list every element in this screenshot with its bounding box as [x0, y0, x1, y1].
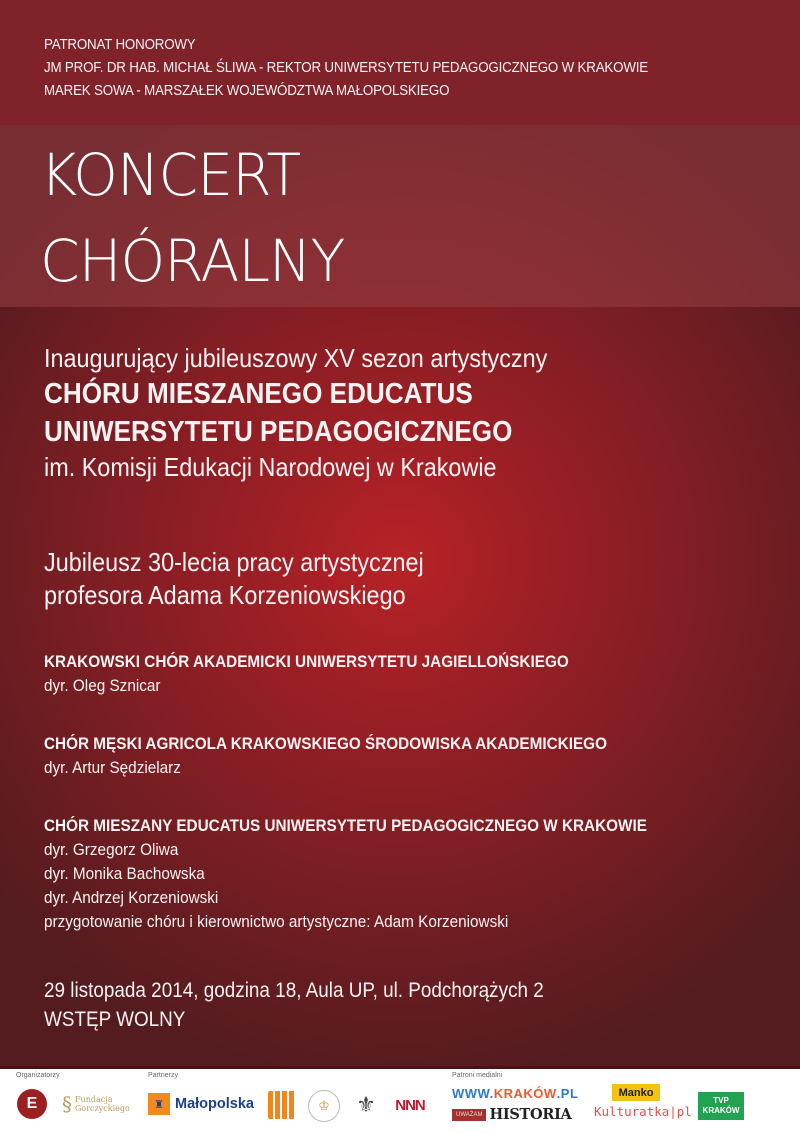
patronage-heading: PATRONAT HONOROWY — [44, 37, 196, 53]
choir-title-line-1: CHÓRU MIESZANEGO EDUCATUS — [44, 378, 473, 410]
fundacja-emblem-icon: § — [62, 1091, 72, 1116]
crown-glyph: ♔ — [318, 1098, 330, 1113]
media-patrons-label: Patroni medialni — [452, 1072, 503, 1079]
tvp-city: KRAKÓW — [702, 1106, 740, 1115]
kulturatka-logo: Kulturatka|pl — [594, 1104, 692, 1119]
jubilee-line-1: Jubileusz 30-lecia pracy artystycznej — [44, 547, 424, 577]
tvp-krakow-logo — [698, 1092, 744, 1120]
choir-3 — [44, 814, 647, 934]
choir-name: KRAKOWSKI CHÓR AKADEMICKI UNIWERSYTETU JAGIELLOŃSKIEGO — [44, 652, 569, 671]
fundacja-name-1: Fundacja — [75, 1095, 113, 1104]
conductor: dyr. Artur Sędzielarz — [44, 758, 181, 777]
historia-text: HISTORIA — [489, 1106, 572, 1123]
crown-seal-icon — [308, 1090, 340, 1122]
krakow-suffix: .PL — [556, 1086, 579, 1101]
fundacja-logo — [62, 1091, 134, 1117]
historia-logo — [452, 1106, 572, 1123]
artistic-direction: przygotowanie chóru i kierownictwo artystyczne: Adam Korzeniowski — [44, 912, 509, 931]
title-line-2: CHÓRALNY — [40, 227, 345, 295]
conductor: dyr. Oleg Sznicar — [44, 676, 161, 695]
university-logo — [17, 1089, 47, 1119]
manko-logo: Manko — [612, 1084, 660, 1101]
malopolska-text: Małopolska — [175, 1096, 254, 1112]
university-emblem-icon: E — [26, 1095, 38, 1112]
choir-name: CHÓR MIESZANY EDUCATUS UNIWERSYTETU PEDAGOGICZNEGO W KRAKOWIE — [44, 816, 647, 835]
conductor: dyr. Monika Bachowska — [44, 864, 205, 883]
sponsor-footer — [0, 1069, 800, 1134]
malopolska-crest-icon: ♜ — [148, 1093, 170, 1115]
fundacja-name-2: Gorczyckiego — [75, 1104, 130, 1113]
intro-line: Inaugurujący jubileuszowy XV sezon artystyczny — [44, 343, 548, 373]
choir-1 — [44, 650, 569, 698]
malopolska-logo — [148, 1093, 266, 1115]
krakow-grid-logo-icon — [268, 1091, 296, 1119]
conductor: dyr. Grzegorz Oliwa — [44, 840, 179, 859]
choir-2 — [44, 732, 607, 780]
free-admission: WSTĘP WOLNY — [44, 1008, 186, 1031]
coat-of-arms-glyph: ⚜ — [356, 1092, 376, 1117]
event-info — [44, 976, 544, 1034]
university-patron-line: im. Komisji Edukacji Narodowej w Krakowie — [44, 452, 497, 482]
patron-marshal: MAREK SOWA - MARSZAŁEK WOJEWÓDZTWA MAŁOPOLSKIEGO — [44, 83, 450, 99]
jubilee-line-2: profesora Adama Korzeniowskiego — [44, 580, 406, 610]
coat-of-arms-icon — [352, 1090, 380, 1120]
conductor: dyr. Andrzej Korzeniowski — [44, 888, 219, 907]
krakow-accent: KRAKÓW — [493, 1086, 557, 1101]
krakow-prefix: WWW. — [452, 1086, 494, 1101]
choir-name: CHÓR MĘSKI AGRICOLA KRAKOWSKIEGO ŚRODOWISKA AKADEMICKIEGO — [44, 734, 607, 753]
nnn-logo: NNN — [395, 1096, 425, 1114]
honorary-patronage — [44, 34, 648, 103]
choir-title-line-2: UNIWERSYTETU PEDAGOGICZNEGO — [44, 416, 513, 448]
patron-rector: JM PROF. DR HAB. MICHAŁ ŚLIWA - REKTOR UNIWERSYTETU PEDAGOGICZNEGO W KRAKOWIE — [44, 60, 648, 76]
intro-block — [44, 342, 547, 484]
organizers-label: Organizatorzy — [16, 1072, 60, 1079]
event-date-venue: 29 listopada 2014, godzina 18, Aula UP, ul. Podchorążych 2 — [44, 979, 544, 1002]
jubilee-block — [44, 546, 424, 612]
tvp-text: TVP — [713, 1096, 729, 1105]
historia-tag: UWAŻAM — [452, 1109, 486, 1121]
title-line-1: KONCERT — [40, 141, 301, 209]
partners-label: Partnerzy — [148, 1072, 178, 1079]
krakow-pl-logo — [452, 1086, 578, 1101]
